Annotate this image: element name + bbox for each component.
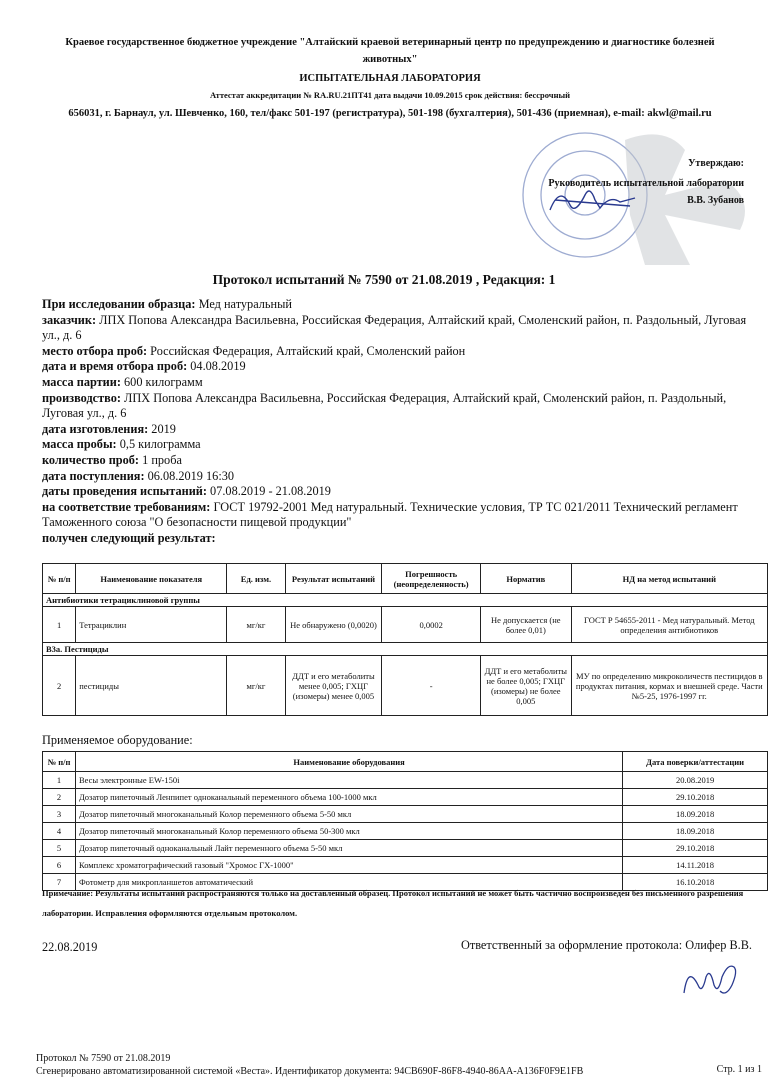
info-line: производство: ЛПХ Попова Александра Васильевна, Российская Федерация, Алтайский край, Смоленский район, п. Раздольный, Луговая ул., д. 6 bbox=[42, 390, 727, 421]
address: 656031, г. Барнаул, ул. Шевченко, 160, тел/факс 501-197 (регистратура), 501-198 (бухгалтерия), 501-436 (приемная), e-mail: akwl@mail.ru bbox=[68, 108, 712, 119]
col-header: Наименование оборудования bbox=[75, 752, 622, 772]
info-line: При исследовании образца: Мед натуральный bbox=[42, 297, 292, 311]
col-header: Наименование показателя bbox=[76, 564, 227, 594]
info-line: дата изготовления: 2019 bbox=[42, 421, 176, 436]
info-line: дата поступления: 06.08.2019 16:30 bbox=[42, 468, 235, 483]
table-row: 1 Весы электронные EW-150i 20.08.2019 bbox=[43, 772, 768, 789]
col-header: Норматив bbox=[480, 564, 571, 594]
table-row: 5 Дозатор пипеточный одноканальный Лайт переменного объема 5-50 мкл 29.10.2018 bbox=[43, 840, 768, 857]
info-line: масса партии: 600 килограмм bbox=[42, 374, 203, 389]
col-header: № п/п bbox=[43, 564, 76, 594]
table-row: 2 Дозатор пипеточный Ленпипет одноканальный переменного объема 100-1000 мкл 29.10.2018 bbox=[43, 789, 768, 806]
info-line: количество проб: 1 проба bbox=[42, 452, 182, 467]
col-header: НД на метод испытаний bbox=[571, 564, 767, 594]
approve-position: Руководитель испытательной лаборатории bbox=[548, 178, 744, 189]
footer-generated: Сгенерировано автоматизированной системой «Веста». Идентификатор документа: 94CB690F-86F8-4940-86AA-A136F0F9E1FB bbox=[36, 1066, 584, 1077]
equipment-table bbox=[42, 751, 768, 891]
info-line: получен следующий результат: bbox=[42, 530, 216, 545]
info-line: масса пробы: 0,5 килограмма bbox=[42, 437, 201, 452]
accreditation: Аттестат аккредитации № RA.RU.21ПТ41 дата выдачи 10.09.2015 срок действия: бессрочный bbox=[209, 90, 571, 100]
issue-date: 22.08.2019 bbox=[42, 940, 98, 954]
table-row: 6 Комплекс хроматографический газовый "Хромос ГХ-1000" 14.11.2018 bbox=[43, 857, 768, 874]
table-row: 7 Фотометр для микропланшетов автоматический 16.10.2018 bbox=[43, 874, 768, 891]
section-title: В3а. Пестициды bbox=[43, 643, 768, 656]
sample-info bbox=[42, 297, 752, 547]
col-header: Дата поверки/аттестации bbox=[623, 752, 768, 772]
info-line: на соответствие требованиям: ГОСТ 19792-2001 Мед натуральный. Технические условия, ТР ТС 021/2011 Технический регламент Таможенного союза "О безопасности пищевой продукции" bbox=[42, 499, 738, 530]
info-line: заказчик: ЛПХ Попова Александра Васильевна, Российская Федерация, Алтайский край, Смоленский район, п. Раздольный, Луговая ул., д. 6 bbox=[42, 312, 747, 343]
col-header: Погрешность (неопределенность) bbox=[382, 564, 481, 594]
equipment-label: Применяемое оборудование: bbox=[42, 733, 193, 747]
responsible-signature bbox=[676, 955, 746, 1000]
approve-name: В.В. Зубанов bbox=[687, 195, 744, 206]
col-header: Результат испытаний bbox=[285, 564, 382, 594]
approve-label: Утверждаю: bbox=[688, 158, 744, 169]
info-line: место отбора проб: Российская Федерация, Алтайский край, Смоленский район bbox=[42, 343, 466, 358]
info-line: дата и время отбора проб: 04.08.2019 bbox=[42, 359, 246, 374]
results-table bbox=[42, 563, 768, 716]
table-row: 1 Тетрациклин мг/кг Не обнаружено (0,0020) 0,0002 Не допускается (не более 0,01) ГОСТ Р 54655-2011 - Мед натуральный. Метод определения антибиотиков bbox=[43, 607, 768, 643]
page-number: Стр. 1 из 1 bbox=[716, 1064, 762, 1075]
lab-name: ИСПЫТАТЕЛЬНАЯ ЛАБОРАТОРИЯ bbox=[299, 73, 481, 84]
col-header: № п/п bbox=[43, 752, 76, 772]
footer-protocol: Протокол № 7590 от 21.08.2019 bbox=[36, 1053, 171, 1064]
organization-name: Краевое государственное бюджетное учреждение "Алтайский краевой ветеринарный центр по предупреждению и диагностике болезней животных" bbox=[65, 37, 715, 65]
responsible-person: Ответственный за оформление протокола: Олифер В.В. bbox=[460, 938, 752, 952]
col-header: Ед. изм. bbox=[227, 564, 285, 594]
table-row: 2 пестициды мг/кг ДДТ и его метаболиты менее 0,005; ГХЦГ (изомеры) менее 0,005 - ДДТ и его метаболиты не более 0,005; ГХЦГ (изомеры) не более 0,005 МУ по определению микроколичеств пестицидов в продуктах питания, кормах и внешней среде. Части №5-25, 1976-1997 гг. bbox=[43, 656, 768, 716]
table-row: 4 Дозатор пипеточный многоканальный Колор переменного объема 50-300 мкл 18.09.2018 bbox=[43, 823, 768, 840]
section-title: Антибиотики тетрациклиновой группы bbox=[43, 594, 768, 607]
director-signature bbox=[540, 180, 640, 220]
info-line: даты проведения испытаний: 07.08.2019 - 21.08.2019 bbox=[42, 484, 331, 499]
table-row: 3 Дозатор пипеточный многоканальный Колор переменного объема 5-50 мкл 18.09.2018 bbox=[43, 806, 768, 823]
note: Примечание: Результаты испытаний распространяются только на доставленный образец. Протокол испытаний не может быть частично воспроизведен без письменного разрешения лаборатории. Исправления оформляются отдельным протоколом. bbox=[42, 888, 744, 918]
protocol-title: Протокол испытаний № 7590 от 21.08.2019 , Редакция: 1 bbox=[212, 272, 556, 287]
